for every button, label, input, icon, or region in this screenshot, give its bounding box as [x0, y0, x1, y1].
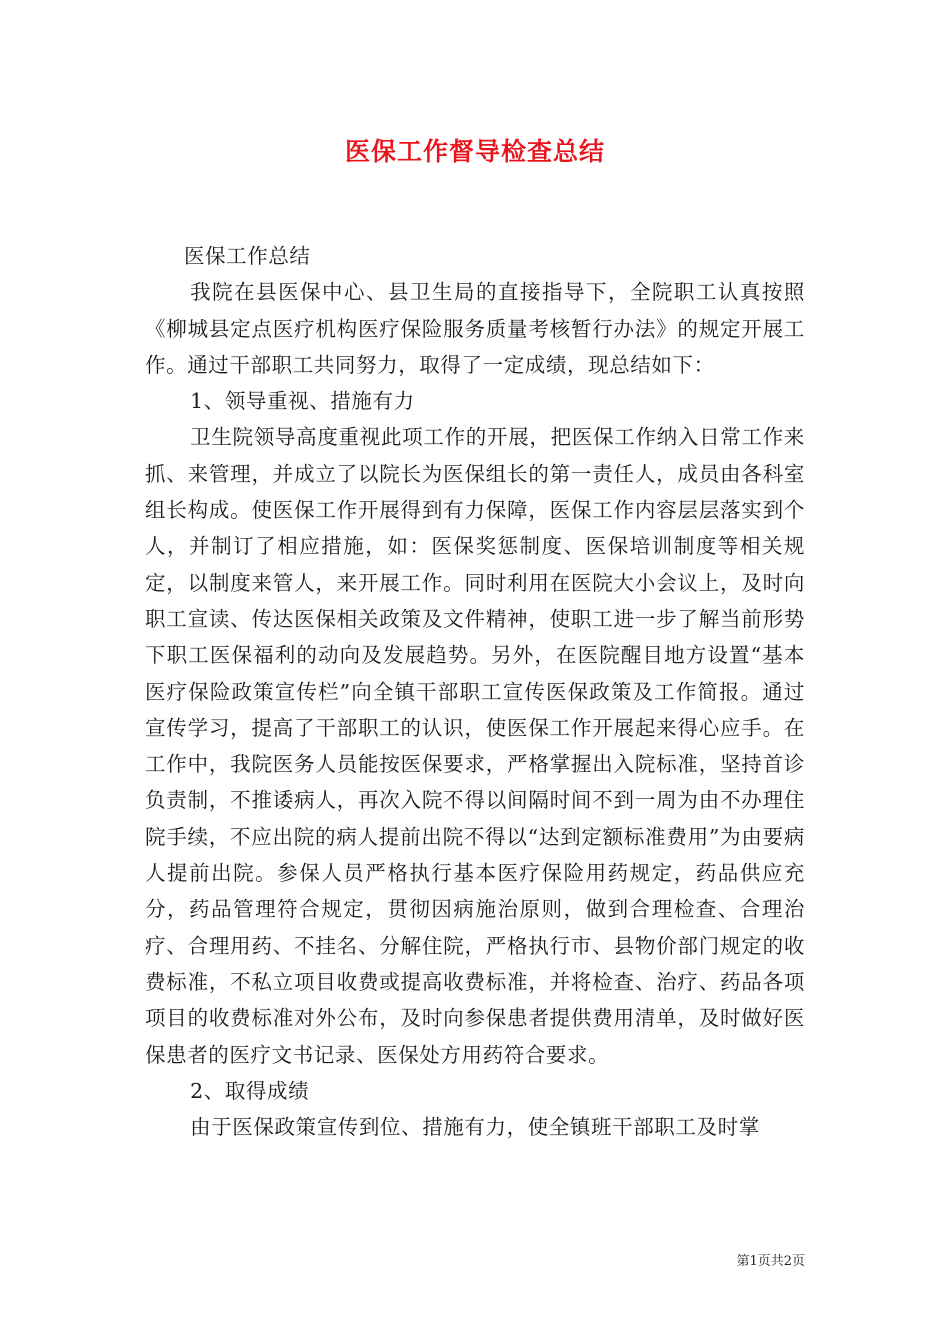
body-paragraph: 我院在县医保中心、县卫生局的直接指导下，全院职工认真按照《柳城县定点医疗机构医疗保险服务质量考核暂行办法》的规定开展工作。通过干部职工共同努力，取得了一定成绩，现总结如下：	[145, 280, 805, 377]
body-paragraph: 卫生院领导高度重视此项工作的开展，把医保工作纳入日常工作来抓、来管理，并成立了以院长为医保组长的第一责任人，成员由各科室组长构成。使医保工作开展得到有力保障，医保工作内容层层落实到个人，并制订了相应措施，如：医保奖惩制度、医保培训制度等相关规定，以制度来管人，来开展工作。同时利用在医院大小会议上，及时向职工宣读、传达医保相关政策及文件精神，使职工进一步了解当前形势下职工医保福利的动向及发展趋势。另外，在医院醒目地方设置“基本医疗保险政策宣传栏”向全镇干部职工宣传医保政策及工作简报。通过宣传学习，提高了干部职工的认识，使医保工作开展起来得心应手。在工作中，我院医务人员能按医保要求，严格掌握出入院标准，坚持首诊负责制，不推诿病人，再次入院不得以间隔时间不到一周为由不办理住院手续，不应出院的病人提前出院不得以“达到定额标准费用”为由要病人提前出院。参保人员严格执行基本医疗保险用药规定，药品供应充分，药品管理符合规定，贯彻因病施治原则，做到合理检查、合理治疗、合理用药、不挂名、分解住院，严格执行市、县物价部门规定的收费标准，不私立项目收费或提高收费标准，并将检查、治疗、药品各项项目的收费标准对外公布，及时向参保患者提供费用清单，及时做好医保患者的医疗文书记录、医保处方用药符合要求。	[145, 425, 805, 1067]
body-paragraph: 由于医保政策宣传到位、措施有力，使全镇班干部职工及时掌	[190, 1115, 760, 1140]
document-body	[145, 238, 805, 1145]
section-heading: 1、领导重视、措施有力	[190, 389, 415, 414]
page-number	[736, 1250, 805, 1269]
document-title: 医保工作督导检查总结	[344, 137, 605, 166]
page-number-label: 第1页共2页	[736, 1254, 805, 1269]
section-heading: 医保工作总结	[183, 244, 311, 268]
section-heading: 2、取得成绩	[190, 1078, 310, 1103]
